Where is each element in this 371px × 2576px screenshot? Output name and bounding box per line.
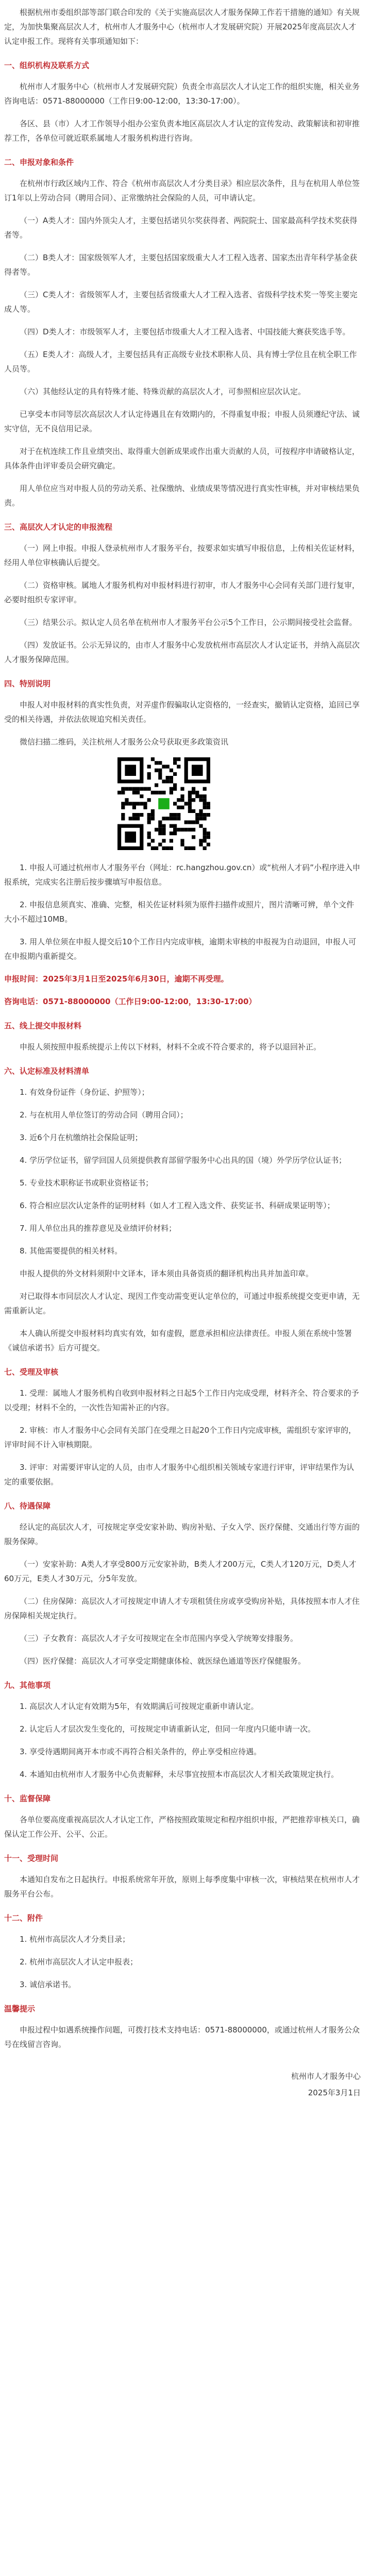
section-paragraph: （一）A类人才：国内外顶尖人才，主要包括诺贝尔奖获得者、两院院士、国家最高科学技术奖获得者等。 bbox=[4, 216, 358, 240]
section-paragraph: （一）网上申报。申报人登录杭州市人才服务平台，按要求如实填写申报信息，上传相关佐证材料，经用人单位审核确认后提交。 bbox=[4, 544, 360, 567]
section-paragraph: （三）C类人才：省级领军人才，主要包括省级重大人才工程入选者、省级科学技术奖一等奖主要完成人等。 bbox=[4, 290, 358, 314]
section-heading: 十一、受理时间 bbox=[4, 1854, 59, 1863]
section-paragraph: 2. 与在杭用人单位签订的劳动合同（聘用合同）； bbox=[20, 1110, 188, 1120]
section-heading: 九、其他事项 bbox=[4, 1681, 51, 1690]
section-heading: 八、待遇保障 bbox=[4, 1501, 51, 1511]
section-paragraph: 申报人须按照申报系统提示上传以下材料，材料不全或不符合要求的，将予以退回补正。 bbox=[20, 1042, 322, 1052]
section-paragraph: （六）其他经认定的具有特殊才能、特殊贡献的高层次人才，可参照相应层次认定。 bbox=[20, 387, 306, 396]
document bbox=[4, 5, 361, 2102]
section-paragraph: 本人确认所提交申报材料均真实有效，如有虚假，愿意承担相应法律责任。申报人须在系统中签署《诚信承诺书》后方可提交。 bbox=[4, 1329, 352, 1352]
section-heading: 十二、附件 bbox=[4, 1913, 43, 1923]
section-paragraph: 申报过程中如遇系统操作问题，可拨打技术支持电话：0571-88000000，或通过杭州人才服务公众号在线留言咨询。 bbox=[4, 2025, 360, 2049]
section-paragraph: 1. 有效身份证件（身份证、护照等）； bbox=[20, 1088, 149, 1097]
section-paragraph: 4. 学历学位证书，留学回国人员须提供教育部留学服务中心出具的国（境）外学历学位认证书； bbox=[20, 1156, 347, 1165]
section-paragraph: 申报人提供的外文材料须附中文译本，译本须由具备资质的翻译机构出具并加盖印章。 bbox=[20, 1269, 314, 1278]
section-paragraph: 杭州市人才服务中心（杭州市人才发展研究院）负责全市高层次人才认定工作的组织实施，相关业务咨询电话：0571-88000000（工作日9:00-12:00，13:30-17:00）。 bbox=[4, 82, 360, 106]
section-heading: 四、特别说明 bbox=[4, 679, 51, 688]
deadline-period: 申报时间：2025年3月1日至2025年6月30日，逾期不再受理。 bbox=[4, 974, 229, 984]
section-paragraph: 4. 本通知由杭州市人才服务中心负责解释，未尽事宜按照本市高层次人才相关政策规定执行。 bbox=[20, 1770, 339, 1779]
sections-part-2 bbox=[4, 1019, 361, 2052]
section-paragraph: 3. 诚信承诺书。 bbox=[20, 1980, 76, 1989]
qr-code-image bbox=[117, 757, 210, 850]
section-heading: 三、高层次人才认定的申报流程 bbox=[4, 522, 113, 532]
step-paragraph: 2. 申报信息须真实、准确、完整，相关佐证材料须为原件扫描件或照片，图片清晰可辨，单个文件大小不超过10MB。 bbox=[4, 900, 355, 924]
signature-org: 杭州市人才服务中心 bbox=[291, 2072, 361, 2081]
section-heading: 六、认定标准及材料清单 bbox=[4, 1066, 90, 1076]
step-paragraph: 1. 申报人可通过杭州市人才服务平台（网址：rc.hangzhou.gov.cn）或“杭州人才码”小程序进入申报系统，完成实名注册后按步骤填写申报信息。 bbox=[4, 863, 360, 887]
section-heading: 五、线上提交申报材料 bbox=[4, 1021, 82, 1030]
section-paragraph: 已享受本市同等层次高层次人才认定待遇且在有效期内的，不得重复申报；申报人员须遵纪守法、诚实守信，无不良信用记录。 bbox=[4, 410, 360, 433]
section-paragraph: 1. 受理：属地人才服务机构自收到申报材料之日起5个工作日内完成受理，材料齐全、符合要求的予以受理；材料不全的，一次性告知需补正的内容。 bbox=[4, 1388, 359, 1412]
section-paragraph: （五）E类人才：高级人才，主要包括具有正高级专业技术职称人员、具有博士学位且在杭全职工作人员等。 bbox=[4, 350, 357, 374]
deadline-note: 咨询电话：0571-88000000（工作日9:00-12:00，13:30-17:00） bbox=[4, 997, 257, 1006]
sections-part-1 bbox=[4, 59, 361, 726]
section-paragraph: 3. 享受待遇期间离开本市或不再符合相关条件的，停止享受相应待遇。 bbox=[20, 1747, 262, 1756]
section-paragraph: 各区、县（市）人才工作领导小组办公室负责本地区高层次人才认定的宣传发动、政策解读和初审推荐工作，各单位可就近联系属地人才服务机构进行咨询。 bbox=[4, 119, 360, 143]
section-paragraph: 2. 认定后人才层次发生变化的，可按规定申请重新认定，但同一年度内只能申请一次。 bbox=[20, 1724, 316, 1734]
section-heading: 七、受理及审核 bbox=[4, 1367, 59, 1377]
intro-paragraph: 根据杭州市委组织部等部门联合印发的《关于实施高层次人才服务保障工作若干措施的通知》有关规定，为加快集聚高层次人才，杭州市人才服务中心（杭州市人才发展研究院）开展2025年度高层次人才认定申报工作。现将有关事项通知如下： bbox=[4, 8, 360, 46]
section-paragraph: 1. 杭州市高层次人才分类目录； bbox=[20, 1935, 130, 1944]
step-paragraph: 3. 用人单位须在申报人提交后10个工作日内完成审核，逾期未审核的申报视为自动退回，申报人可在申报期内重新提交。 bbox=[4, 937, 357, 961]
section-paragraph: 8. 其他需要提供的相关材料。 bbox=[20, 1246, 123, 1256]
section-heading: 二、申报对象和条件 bbox=[4, 158, 74, 167]
section-paragraph: （三）子女教育：高层次人才子女可按规定在全市范围内享受入学统筹安排服务。 bbox=[20, 1634, 298, 1643]
section-paragraph: （二）B类人才：国家级领军人才，主要包括国家级重大人才工程入选者、国家杰出青年科学基金获得者等。 bbox=[4, 253, 358, 277]
section-paragraph: 6. 符合相应层次认定条件的证明材料（如人才工程入选文件、获奖证书、科研成果证明等）； bbox=[20, 1201, 335, 1210]
section-paragraph: 2. 审核：市人才服务中心会同有关部门在受理之日起20个工作日内完成审核，需组织专家评审的，评审时间不计入审核期限。 bbox=[4, 1426, 357, 1449]
section-paragraph: 对于在杭连续工作且业绩突出、取得重大创新成果或作出重大贡献的人员，可按程序申请破格认定，具体条件由评审委员会研究确定。 bbox=[4, 447, 360, 470]
section-paragraph: （一）安家补助：A类人才享受800万元安家补助，B类人才200万元，C类人才120万元，D类人才60万元，E类人才30万元，分5年发放。 bbox=[4, 1560, 357, 1583]
section-heading: 温馨提示 bbox=[4, 2004, 36, 2013]
qr-caption: 微信扫描二维码，关注杭州人才服务公众号获取更多政策资讯 bbox=[20, 737, 229, 747]
section-paragraph: 1. 高层次人才认定有效期为5年，有效期满后可按规定重新申请认定。 bbox=[20, 1702, 259, 1711]
section-paragraph: （四）医疗保健：高层次人才可享受定期健康体检、就医绿色通道等医疗保健服务。 bbox=[20, 1656, 306, 1666]
section-paragraph: 各单位要高度重视高层次人才认定工作，严格按照政策规定和程序组织申报，严把推荐审核关口，确保认定工作公开、公平、公正。 bbox=[4, 1815, 360, 1839]
section-paragraph: （三）结果公示。拟认定人员名单在杭州市人才服务平台公示5个工作日，公示期间接受社会监督。 bbox=[20, 618, 357, 627]
signature-date: 2025年3月1日 bbox=[308, 2088, 361, 2097]
section-paragraph: （二）资格审核。属地人才服务机构对申报材料进行初审，市人才服务中心会同有关部门进行复审，必要时组织专家评审。 bbox=[4, 581, 360, 604]
section-paragraph: 3. 评审：对需要评审认定的人员，由市人才服务中心组织相关领域专家进行评审，评审结果作为认定的重要依据。 bbox=[4, 1463, 355, 1486]
section-paragraph: 在杭州市行政区域内工作、符合《杭州市高层次人才分类目录》相应层次条件，且与在杭用人单位签订1年以上劳动合同（聘用合同）、正常缴纳社会保险的人员，可申请认定。 bbox=[4, 179, 360, 202]
section-paragraph: 本通知自发布之日起执行。申报系统常年开放，原则上每季度集中审核一次，审核结果在杭州市人才服务平台公布。 bbox=[4, 1875, 360, 1899]
section-paragraph: 7. 用人单位出具的推荐意见及业绩评价材料； bbox=[20, 1224, 177, 1233]
section-paragraph: （二）住房保障：高层次人才可按规定申请人才专项租赁住房或享受购房补贴，具体按照本市人才住房保障相关规定执行。 bbox=[4, 1597, 360, 1620]
section-paragraph: 申报人对申报材料的真实性负责，对弄虚作假骗取认定资格的，一经查实，撤销认定资格，追回已享受的相关待遇，并依法依规追究相关责任。 bbox=[4, 700, 360, 724]
section-paragraph: 经认定的高层次人才，可按规定享受安家补助、购房补贴、子女入学、医疗保健、交通出行等方面的服务保障。 bbox=[4, 1522, 360, 1546]
section-paragraph: 5. 专业技术职称证书或职业资格证书； bbox=[20, 1178, 154, 1188]
section-paragraph: 3. 近6个月在杭缴纳社会保险证明； bbox=[20, 1133, 143, 1142]
step-list bbox=[4, 860, 361, 963]
section-heading: 一、组织机构及联系方式 bbox=[4, 61, 90, 70]
section-paragraph: （四）发放证书。公示无异议的，由市人才服务中心发放杭州市高层次人才认定证书，并纳入高层次人才服务保障范围。 bbox=[4, 640, 360, 664]
qr-code-icon bbox=[117, 757, 210, 850]
section-paragraph: （四）D类人才：市级领军人才，主要包括市级重大人才工程入选者、中国技能大赛获奖选手等。 bbox=[20, 327, 350, 336]
section-heading: 十、监督保障 bbox=[4, 1794, 51, 1803]
section-paragraph: 2. 杭州市高层次人才认定申报表； bbox=[20, 1957, 138, 1967]
section-paragraph: 用人单位应当对申报人员的劳动关系、社保缴纳、业绩成果等情况进行真实性审核，并对审核结果负责。 bbox=[4, 484, 360, 507]
section-paragraph: 对已取得本市同层次人才认定、现因工作变动需变更认定单位的，可通过申报系统提交变更申请，无需重新认定。 bbox=[4, 1292, 360, 1315]
